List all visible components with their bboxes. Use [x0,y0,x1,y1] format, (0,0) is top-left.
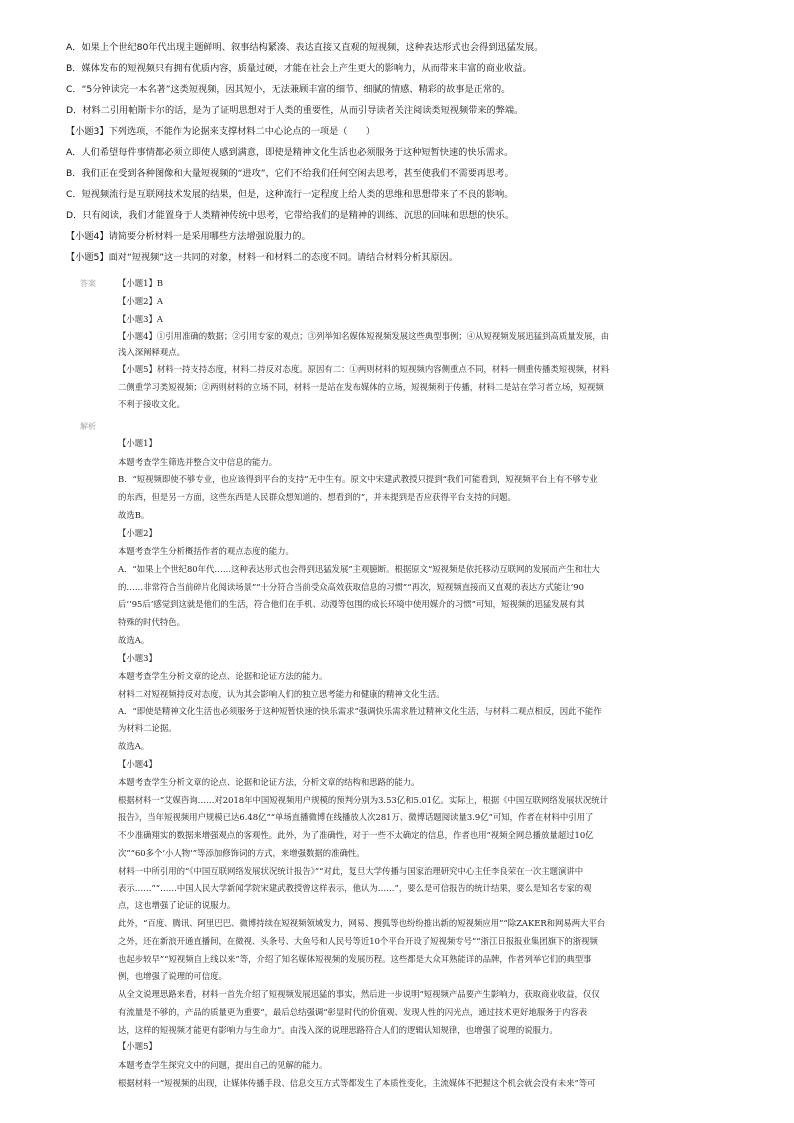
analysis-line: 故选A。 [118,741,150,751]
answer-line: 【小题3】A [118,314,163,324]
analysis-line: 本题考查学生分析概括作者的观点态度的能力。 [118,546,294,556]
analysis-line: 【小题4】 [118,759,157,769]
question-5-stem: 【小题5】面对“短视频”这一共同的对象，材料一和材料二的态度不同。请结合材料分析其原因。 [66,252,459,263]
analysis-line: 故选A。 [118,635,150,645]
option-d-q2: D．材料二引用帕斯卡尔的话，是为了证明思想对于人类的重要性，从而引导读者关注阅读类短视频带来的弊端。 [66,105,524,116]
option-b-q2: B．媒体发布的短视频只有拥有优质内容，质量过硬，才能在社会上产生更大的影响力，从而带来丰富的商业收益。 [66,63,532,74]
analysis-line: 材料二对短视频持反对态度，认为其会影响人们的独立思考能力和健康的精神文化生活。 [118,689,445,699]
analysis-line: 表示……”“……中国人民大学新闻学院宋建武教授曾这样表示，他认为……”，要么是可信报告的统计结果，要么是知名专家的观 [118,883,592,893]
analysis-line: A．“如果上个世纪80年代……这种表达形式也会得到迅猛发展”主观臆断。根据原文“短视频是依托移动互联网的发展而产生和壮大 [118,564,600,574]
analysis-tag: 解析 [80,422,96,431]
option-a-q2: A．如果上个世纪80年代出现主题鲜明、叙事结构紧凑、表达直接又直观的短视频，这种表达形式也会得到迅猛发展。 [66,42,544,53]
answer-line: 不利于接收文化。 [118,399,185,409]
answer-line: 【小题1】B [118,278,163,288]
answer-line: 【小题5】材料一持支持态度，材料二持反对态度。原因有二：①两则材料的短视频内容侧重点不同，材料一侧重传播类短视频，材料 [118,364,610,374]
option-a-q3: A．人们希望每件事情都必须立即使人感到满意，即使是精神文化生活也必须服务于这种短暂快速的快乐需求。 [66,147,514,158]
answer-line: 【小题2】A [118,296,163,306]
analysis-line: 的东西，但是另一方面，这些东西是人民群众想知道的、想看到的”，并未提到是否应获得平台支持的问题。 [118,492,516,502]
analysis-line: 之外，还在新浪开通直播间，在微视、头条号、大鱼号和人民号等近10个平台开设了短视频专号”“浙江日报报业集团旗下的浙视频 [118,936,598,946]
analysis-line: 此外，“百度、腾讯、阿里巴巴、微博持续在短视频领域发力，网易、搜狐等也纷纷推出新的短视频应用”“除ZAKER和网易两大平台 [118,918,606,928]
answer-line: 【小题4】①引用准确的数据；②引用专家的观点；③列举知名媒体短视频发展这些典型事例；④从短视频发展迅猛到高质量发展，由 [118,331,610,341]
analysis-line: 根据材料一“艾媒咨询……对2018年中国短视频用户规模的预判分别为3.53亿和5.01亿。实际上，根据《中国互联网络发展状况统计 [118,795,609,805]
answer-line: 二侧重学习类短视频；②两则材料的立场不同，材料一是站在发布媒体的立场，短视频利于传播，材料二是站在学习者立场，短视频 [118,382,604,392]
analysis-line: A．“即使是精神文化生活也必须服务于这种短暂快速的快乐需求”强调快乐需求胜过精神文化生活，与材料二观点相反，因此不能作 [118,706,602,716]
analysis-line: 本题考查学生探究文中的问题，提出自己的见解的能力。 [118,1060,328,1070]
analysis-line: 的……非常符合当前碎片化阅读场景”“十分符合当前受众高效获取信息的习惯”“再次，短视频直接而又直观的表达方式能让‘90 [118,582,584,592]
analysis-line: 【小题3】 [118,653,157,663]
analysis-line: 不少准确翔实的数据来增强观点的客观性。此外，为了准确性，对于一些不太确定的信息，作者也用“视频全网总播放量超过10亿 [118,830,594,840]
analysis-line: 本题考查学生分析文章的论点、论据和论证方法，分析文章的结构和思路的能力。 [118,777,420,787]
analysis-line: 也起步较早”“短视频自上线以来”等，介绍了知名媒体短视频的发展历程。这些都是大众耳熟能详的品牌，作者列举它们的典型事 [118,954,592,964]
analysis-line: 有流量是不够的，产品的质量更为重要”，最后总结强调“彰显时代的价值观、发现人性的闪光点，通过技术更好地服务于内容表 [118,1007,588,1017]
question-3-stem: 【小题3】下列选项，不能作为论据来支撑材料二中心论点的一项是（ ） [66,126,376,137]
analysis-line: 特殊的时代特色。 [118,617,185,627]
analysis-line: 报告》，当年短视频用户规模已达6.48亿”“单场直播微博在线播放人次281万、微博话题阅读量3.9亿”可知，作者在材料中引用了 [118,812,594,822]
analysis-line: 本题考查学生分析文章的论点、论据和论证方法的能力。 [118,671,328,681]
question-4-stem: 【小题4】请简要分析材料一是采用哪些方法增强说服力的。 [66,231,311,242]
analysis-line: 为材料二论据。 [118,723,177,733]
answer-tag: 答案 [80,279,96,288]
analysis-line: 【小题5】 [118,1041,157,1051]
analysis-line: B．“短视频即使不够专业，也应该得到平台的支持”无中生有。原文中宋建武教授只提到“我们可能看到，短视频平台上有不够专业 [118,474,598,484]
analysis-line: 例，也增强了说理的可信度。 [118,971,227,981]
analysis-line: 从全文说理思路来看，材料一首先介绍了短视频发展迅猛的事实，然后进一步说明“短视频产品要产生影响力，获取商业收益，仅仅 [118,989,600,999]
option-b-q3: B．我们正在受到各种图像和大量短视频的“进攻”，它们不给我们任何空闲去思考，甚至使我们不需要再思考。 [66,168,514,179]
analysis-line: 【小题1】 [118,438,157,448]
analysis-line: 次”“60多个‘小人物’”等添加修饰词的方式，来增强数据的准确性。 [118,848,365,858]
analysis-line: 后’‘95后’感觉到这就是他们的生活，符合他们在手机、动漫等包围的成长环境中使用媒介的习惯”可知，短视频的迅猛发展有其 [118,599,585,609]
option-d-q3: D．只有阅读，我们才能置身于人类精神传统中思考，它带给我们的是精神的训练、沉思的回味和思想的快乐。 [66,210,515,221]
analysis-line: 故选B。 [118,510,150,520]
analysis-line: 点，这也增强了论证的说服力。 [118,900,236,910]
analysis-line: 【小题2】 [118,528,157,538]
analysis-line: 材料一中所引用的“《中国互联网络发展状况统计报告》”“对此，复旦大学传播与国家治理研究中心主任李良荣在一次主题演讲中 [118,866,584,876]
analysis-line: 根据材料一“短视频的出现，让媒体传播手段、信息交互方式等都发生了本质性变化，主流媒体不把握这个机会就会没有未来”等可 [118,1078,596,1088]
option-c-q3: C．短视频流行是互联网技术发展的结果，但是，这种流行一定程度上给人类的思维和思想带来了不良的影响。 [66,189,514,200]
answer-line: 浅入深阐释观点。 [118,347,185,357]
analysis-line: 达，这样的短视频才能更有影响力与生命力”。由浅入深的说理思路符合人们的逻辑认知规律，也增强了说理的说服力。 [118,1025,558,1035]
option-c-q2: C．“5分钟读完一本名著”这类短视频，因其短小，无法兼顾丰富的细节、细腻的情感、精彩的故事是正常的。 [66,84,511,95]
analysis-line: 本题考查学生筛选并整合文中信息的能力。 [118,457,278,467]
